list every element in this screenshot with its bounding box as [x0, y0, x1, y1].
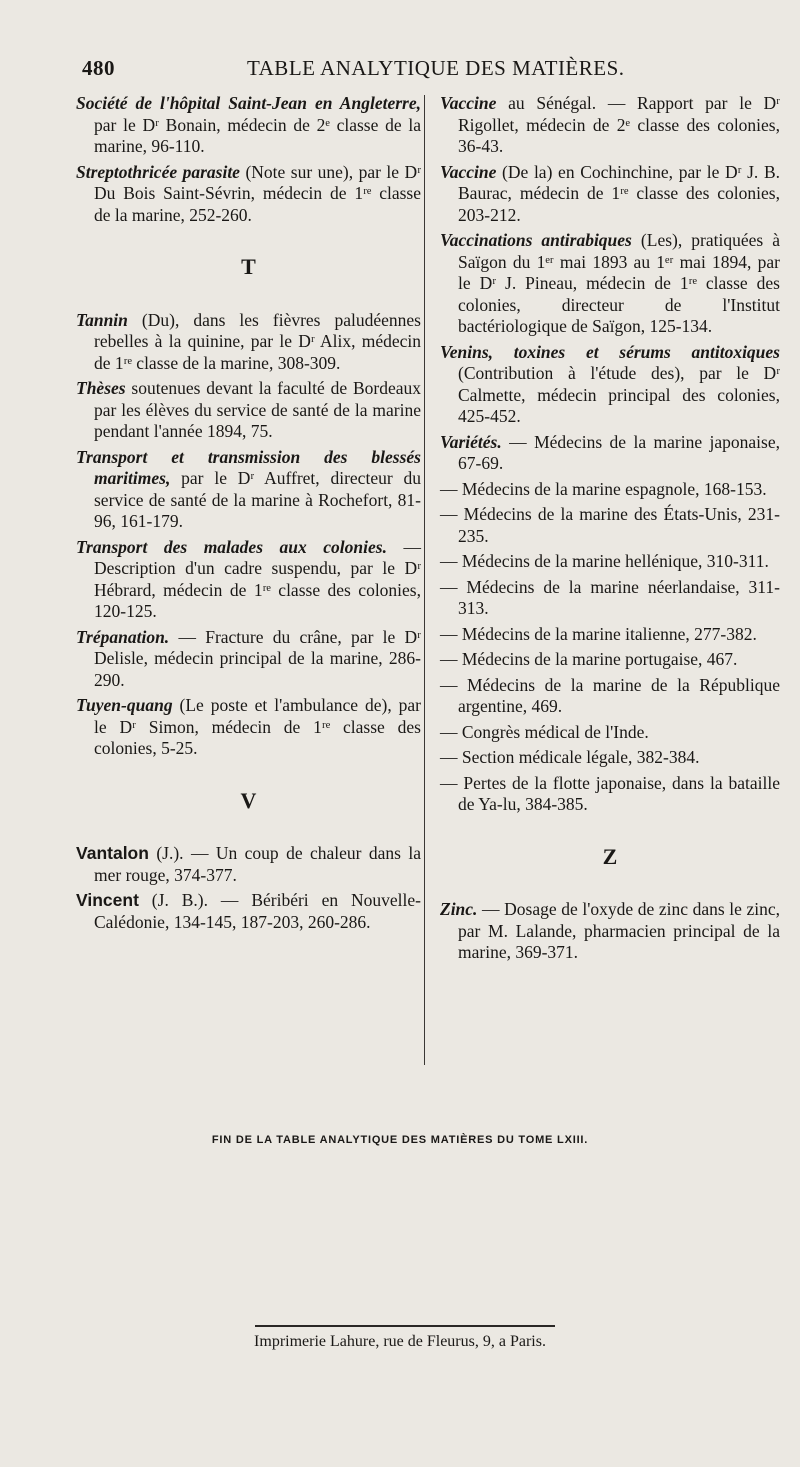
column-divider — [424, 95, 425, 1065]
index-entry — [440, 93, 780, 158]
entry-text: (De la) en Cochinchine, par le Dʳ J. B. Baurac, médecin de 1ʳᵉ classe des colonies, 203-212. — [458, 161, 780, 225]
entry-term: Vaccinations antirabiques — [440, 230, 632, 250]
entry-text: — Congrès médical de l'Inde. — [440, 721, 649, 742]
entry-author: Vantalon — [76, 843, 149, 863]
entry-text: (Note sur une), par le Dʳ Du Bois Saint-Sévrin, médecin de 1ʳᵉ classe de la marine, 252-260. — [94, 161, 421, 225]
entry-text: — Médecins de la marine portugaise, 467. — [440, 649, 738, 669]
entry-term: Tannin — [76, 309, 128, 330]
entry-text: par le Dʳ Bonain, médecin de 2ᵉ classe de la marine, 96-110. — [94, 114, 421, 156]
right-column — [440, 93, 780, 968]
index-subentry — [440, 504, 780, 547]
entry-term: Transport des malades aux colonies. — [76, 536, 387, 557]
index-entry — [76, 695, 421, 760]
left-column — [76, 93, 421, 937]
index-subentry — [440, 649, 780, 671]
index-subentry — [440, 577, 780, 620]
index-subentry — [440, 675, 780, 718]
entry-text: — Médecins de la marine espagnole, 168-153. — [440, 478, 767, 499]
entry-author: Vincent — [76, 890, 139, 910]
index-entry — [76, 537, 421, 623]
index-entry — [440, 162, 780, 227]
index-entry — [76, 843, 421, 886]
index-entry — [440, 342, 780, 428]
index-entry — [440, 432, 780, 475]
page-header — [72, 52, 772, 86]
entry-text: — Médecins de la marine hellénique, 310-311. — [440, 551, 769, 571]
entry-term: Trépanation. — [76, 626, 170, 647]
entry-text: — Médecins de la marine japonaise, 67-69. — [458, 431, 780, 473]
entry-term: Streptothricée parasite — [76, 161, 240, 182]
entry-text: — Fracture du crâne, par le Dʳ Delisle, médecin principal de la marine, 286-290. — [94, 626, 421, 690]
entry-text: — Médecins de la marine des États-Unis, 231-235. — [440, 504, 780, 546]
index-subentry — [440, 479, 780, 501]
index-subentry — [440, 773, 780, 816]
entry-term: Tuyen-quang — [76, 695, 173, 715]
entry-text: — Médecins de la marine de la République argentine, 469. — [440, 674, 780, 716]
page-number: 480 — [82, 56, 115, 80]
running-title: TABLE ANALYTIQUE DES MATIÈRES. — [247, 56, 625, 80]
index-subentry — [440, 747, 780, 769]
index-entry — [76, 447, 421, 533]
entry-term: Transport et transmission des blessés maritimes, — [76, 446, 421, 488]
index-entry — [76, 890, 421, 933]
entry-term: Thèses — [76, 378, 126, 398]
entry-term: Société de l'hôpital Saint-Jean en Angleterre, — [76, 93, 421, 113]
printer-imprint: Imprimerie Lahure, rue de Fleurus, 9, a Paris. — [254, 1333, 546, 1350]
entry-text: — Section médicale légale, 382-384. — [440, 747, 700, 767]
entry-term: Variétés. — [440, 431, 502, 452]
bottom-rule — [255, 1325, 555, 1327]
entry-term: Vaccine — [440, 93, 497, 113]
index-subentry — [440, 624, 780, 646]
entry-text: — Médecins de la marine italienne, 277-382. — [440, 623, 757, 644]
entry-text: (J. B.). — Béribéri en Nouvelle-Calédonie, 134-145, 187-203, 260-286. — [94, 890, 421, 932]
entry-text: (Les), pratiquées à Saïgon du 1ᵉʳ mai 1893 au 1ᵉʳ mai 1894, par le Dʳ J. Pineau, médecin de 1ʳᵉ classe des colonies, directeur de l'Institut bactériologique de Saïgon, 125-134. — [458, 230, 780, 336]
entry-text: — Médecins de la marine néerlandaise, 311-313. — [440, 576, 780, 618]
section-letter-v: V — [240, 787, 257, 813]
entry-text: (J.). — Un coup de chaleur dans la mer rouge, 374-377. — [94, 843, 421, 885]
entry-term: Vaccine — [440, 161, 497, 182]
entry-text: par le Dʳ Auffret, directeur du service de santé de la marine à Rochefort, 81-96, 161-179. — [94, 468, 421, 531]
entry-text: — Pertes de la flotte japonaise, dans la bataille de Ya-lu, 384-385. — [440, 772, 780, 814]
index-entry — [76, 627, 421, 692]
entry-term: Zinc. — [440, 899, 478, 919]
entry-text: — Dosage de l'oxyde de zinc dans le zinc, par M. Lalande, pharmacien principal de la marine, 369-371. — [458, 899, 780, 962]
entry-text: — Description d'un cadre suspendu, par le Dʳ Hébrard, médecin de 1ʳᵉ classe des colonies, 120-125. — [94, 536, 421, 621]
entry-text: (Le poste et l'ambulance de), par le Dʳ Simon, médecin de 1ʳᵉ classe des colonies, 5-25. — [94, 695, 421, 758]
index-entry — [76, 162, 421, 227]
index-entry — [76, 310, 421, 375]
entry-text: soutenues devant la faculté de Bordeaux par les élèves du service de santé de la marine pendant l'année 1894, 75. — [94, 378, 421, 441]
colophon: FIN DE LA TABLE ANALYTIQUE DES MATIÈRES DU TOME LXIII. — [211, 1134, 589, 1146]
index-entry — [76, 93, 421, 158]
entry-text: (Du), dans les fièvres paludéennes rebelles à la quinine, par le Dʳ Alix, médecin de 1ʳᵉ classe de la marine, 308-309. — [94, 309, 421, 373]
entry-text: au Sénégal. — Rapport par le Dʳ Rigollet, médecin de 2ᵉ classe des colonies, 36-43. — [458, 93, 780, 156]
entry-text: (Contribution à l'étude des), par le Dʳ Calmette, médecin principal des colonies, 425-452. — [458, 363, 780, 426]
index-subentry — [440, 551, 780, 573]
index-subentry — [440, 722, 780, 744]
index-entry — [440, 230, 780, 338]
section-letter-t: T — [241, 254, 256, 279]
section-letter-z: Z — [602, 843, 618, 869]
index-entry — [76, 378, 421, 443]
entry-term: Venins, toxines et sérums antitoxiques — [440, 341, 780, 362]
index-entry — [440, 899, 780, 964]
